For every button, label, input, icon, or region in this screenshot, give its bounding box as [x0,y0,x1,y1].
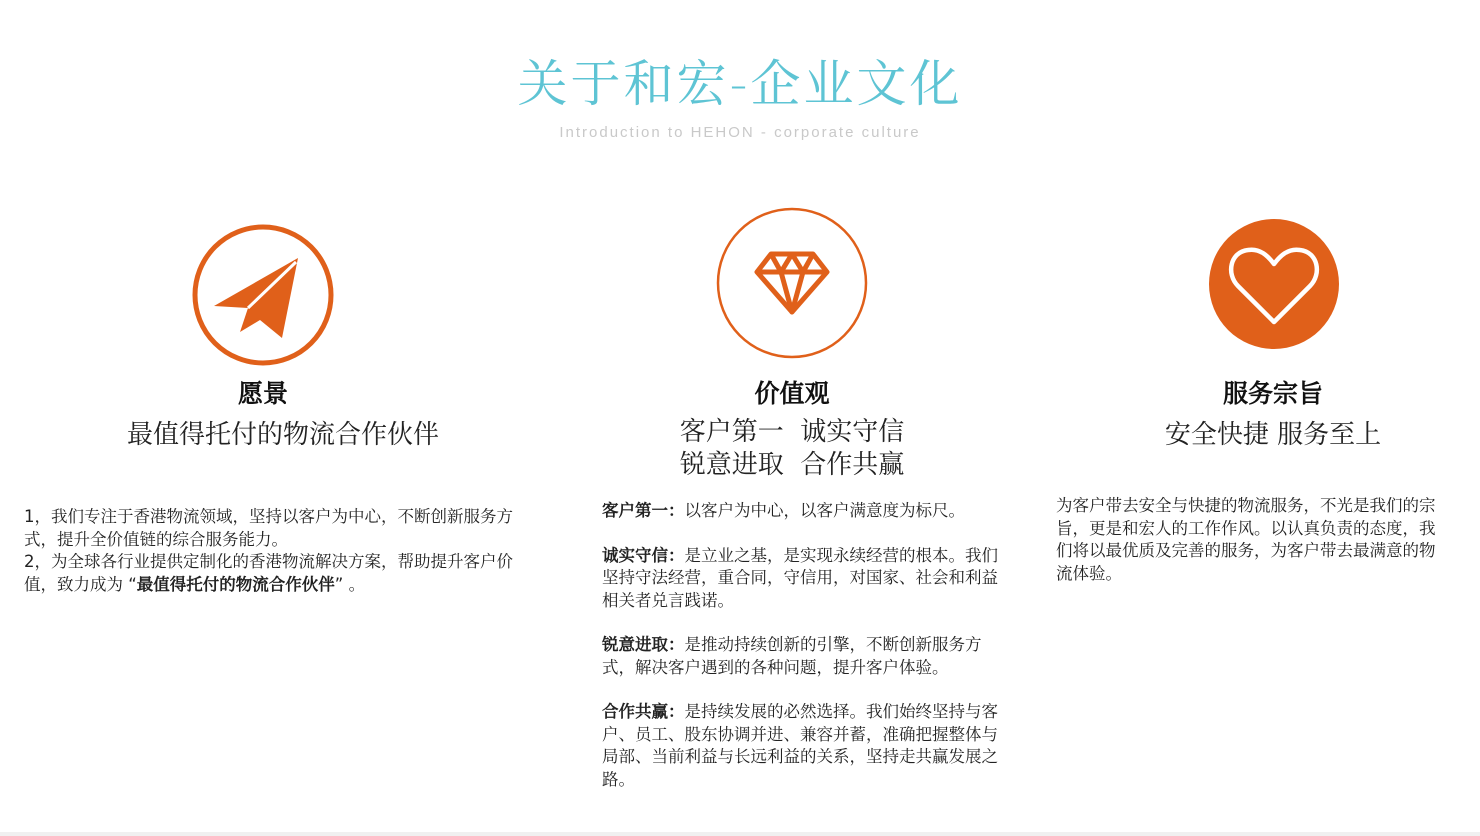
vision-paragraph-2: 2，为全球各行业提供定制化的香港物流解决方案，帮助提升客户价值，致力成为 “最值得托付的物流合作伙伴” 。 [24,552,513,594]
values-item-win-win: 合作共赢：是持续发展的必然选择。我们始终坚持与客户、员工、股东协调并进、兼容并蓄，准确把握整体与局部、当前利益与长远利益的关系，坚持走共赢发展之路。 [602,702,998,789]
vision-heading: 愿景 [237,379,288,408]
service-heading: 服务宗旨 [1222,379,1323,408]
service-description: 为客户带去安全与快捷的物流服务，不光是我们的宗旨，更是和宏人的工作作风。以认真负责的态度，我们将以最优质及完善的服务，为客户带去最满意的物流体验。 [1056,496,1436,583]
bottom-divider [0,832,1480,836]
vision-highlight: 最值得托付的物流合作伙伴 [136,574,335,594]
diamond-icon [715,206,869,360]
service-tagline: 安全快捷 服务至上 [1164,420,1382,450]
values-description [602,500,1014,813]
vision-tagline: 最值得托付的物流合作伙伴 [126,420,439,450]
values-item-customer-first: 客户第一：以客户为中心，以客户满意度为标尺。 [602,501,965,520]
values-heading: 价值观 [754,379,830,408]
paper-plane-icon [190,222,336,368]
vision-paragraph-1: 1，我们专注于香港物流领域，坚持以客户为中心，不断创新服务方式，提升全价值链的综合服务能力。 [24,507,513,549]
values-item-integrity: 诚实守信：是立业之基，是实现永续经营的根本。我们坚持守法经营，重合同，守信用，对国家、社会和利益相关者兑言践诺。 [602,545,998,610]
values-tagline-line2: 锐意进取 合作共赢 [679,450,905,480]
page-title: 关于和宏-企业文化 [517,55,963,113]
heart-icon [1208,218,1340,350]
page-subtitle: Introduction to HEHON - corporate culture [559,124,921,141]
vision-description [24,506,540,596]
values-tagline-line1: 客户第一 诚实守信 [679,417,905,447]
values-item-progress: 锐意进取：是推动持续创新的引擎，不断创新服务方式，解决客户遇到的各种问题，提升客户体验。 [602,635,982,677]
